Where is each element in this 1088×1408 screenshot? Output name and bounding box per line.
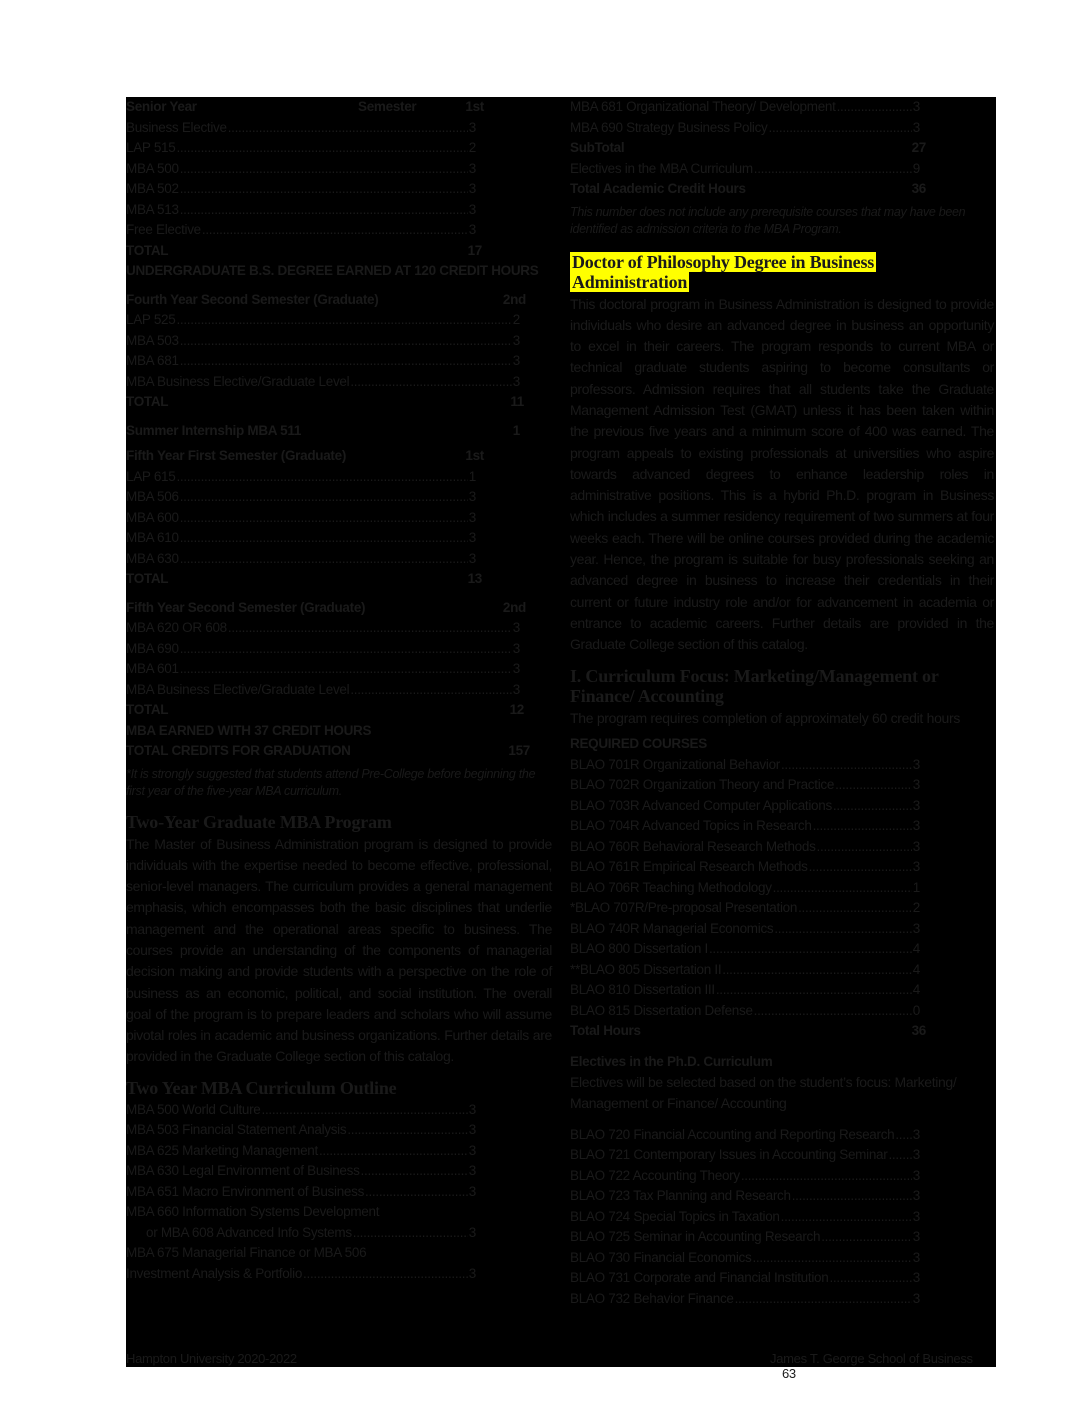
course-credits: 3	[512, 661, 520, 676]
course-row	[570, 1248, 920, 1269]
course-label: MBA 610	[126, 530, 179, 545]
dot-leader	[781, 1207, 912, 1228]
course-row	[126, 1100, 476, 1121]
dot-leader	[773, 878, 912, 899]
course-credits: 2	[912, 900, 920, 916]
course-credits: 3	[912, 777, 920, 793]
fifth-year-first-rows	[126, 467, 552, 570]
course-credits: 3	[468, 489, 476, 504]
dot-leader	[228, 618, 512, 639]
dot-leader	[829, 1268, 911, 1289]
dot-leader	[821, 1227, 912, 1248]
course-row	[126, 331, 520, 352]
course-row	[570, 960, 920, 981]
course-label: BLAO 730 Financial Economics	[570, 1249, 752, 1265]
course-row	[126, 618, 520, 639]
course-label: MBA 681 Organizational Theory/ Development	[570, 99, 836, 114]
course-row	[126, 659, 520, 680]
total-value: 13	[467, 571, 482, 586]
phd-electives-heading: Electives in the Ph.D. Curriculum	[570, 1053, 773, 1069]
fourth-year-rows	[126, 310, 552, 392]
pre-college-note: *It is strongly suggested that students attend Pre-College before beginning the first year of the five-year MBA curriculum.	[126, 766, 536, 798]
course-credits: 3	[468, 1122, 476, 1138]
course-row	[570, 796, 920, 817]
fifth-year-first-label: Fifth Year First Semester (Graduate)	[126, 448, 347, 463]
course-credits: 3	[912, 1188, 920, 1204]
course-label: MBA 500	[126, 160, 179, 176]
dot-leader	[888, 1145, 911, 1166]
course-label: MBA 620 OR 608	[126, 620, 227, 635]
dot-leader	[837, 97, 912, 118]
phd-body: This doctoral program in Business Administration is designed to provide individuals who desire an advanced degree in business an opportunity to excel in their careers. The program responds to current MBA or technical graduate students aspiring to become consultants or professors. Admission requires that all students take the Graduate Management Admission Test (GMAT) unless it has been taken within the previous five years and a minimum score of 400 was earned. The program appeals to existing professionals at universities who aspire towards advanced degrees to enhance leadership roles in administrative positions. This is a hybrid Ph.D. program in Business which includes a summer residency requirement of two summers at four weeks each. There will be online courses provided during the academic year. Hence, the program is suitable for busy professionals seeking an advanced degree in business to increase their credentials in their current or future industry role and/or for advancement in academia or entrance to academic careers. Further details are provided in the Graduate College section of this catalog.	[570, 295, 994, 653]
electives-row	[570, 159, 920, 180]
outline-row-660a	[126, 1202, 552, 1223]
total-academic-label: Total Academic Credit Hours	[570, 181, 746, 196]
course-credits: 3	[468, 201, 476, 217]
undergrad-degree-note: UNDERGRADUATE B.S. DEGREE EARNED AT 120 CREDIT HOURS	[126, 263, 539, 278]
course-row	[570, 1001, 920, 1022]
course-label: MBA 690 Strategy Business Policy	[570, 119, 768, 135]
course-credits: 3	[912, 859, 920, 875]
course-credits: 3	[468, 530, 476, 545]
course-label: MBA Business Elective/Graduate Level	[126, 681, 350, 697]
course-row	[570, 775, 920, 796]
course-row	[126, 179, 476, 200]
dot-leader	[180, 549, 468, 570]
course-label: LAP 515	[126, 140, 176, 155]
phd-title-line-1: Doctor of Philosophy Degree in Business	[572, 251, 875, 272]
course-credits: 3	[468, 1224, 476, 1240]
course-credits: 3	[468, 1183, 476, 1199]
total-label: TOTAL	[126, 571, 169, 586]
dot-leader	[180, 528, 468, 549]
course-row	[570, 1207, 920, 1228]
course-credits: 4	[912, 961, 920, 977]
phd-elective-rows	[570, 1125, 994, 1310]
dot-leader	[180, 351, 512, 372]
curriculum-outline-title: Two Year MBA Curriculum Outline	[126, 1077, 397, 1098]
course-row	[570, 857, 920, 878]
total-academic-value: 36	[911, 181, 926, 196]
course-row	[570, 1125, 920, 1146]
catalog-page	[126, 97, 996, 1381]
outline-rows	[126, 1100, 552, 1203]
dot-leader	[180, 639, 512, 660]
course-label: MBA 651 Macro Environment of Business	[126, 1183, 365, 1199]
summer-internship-row	[126, 421, 520, 442]
course-label: BLAO 760R Behavioral Research Methods	[570, 838, 816, 854]
course-credits: 3	[912, 1229, 920, 1245]
course-row	[570, 1145, 920, 1166]
course-row	[126, 467, 476, 488]
mba-outline-continued-rows	[570, 97, 994, 138]
senior-year-label: Senior Year	[126, 99, 197, 114]
course-label: BLAO 740R Managerial Economics	[570, 920, 774, 936]
course-credits: 4	[912, 982, 920, 998]
dot-leader	[809, 857, 912, 878]
course-row	[570, 837, 920, 858]
course-row	[570, 97, 920, 118]
course-label: MBA 600	[126, 509, 179, 525]
dot-leader	[180, 659, 512, 680]
course-row	[126, 549, 476, 570]
semester-label: Semester	[358, 99, 417, 114]
course-credits: 3	[912, 99, 920, 114]
course-credits: 3	[912, 1126, 920, 1142]
course-label: MBA 660 Information Systems Development	[126, 1204, 380, 1220]
total-label: TOTAL	[126, 242, 169, 258]
dot-leader	[716, 980, 912, 1001]
total-value: 12	[509, 702, 524, 717]
course-row	[126, 351, 520, 372]
electives-label: Electives in the MBA Curriculum	[570, 160, 753, 176]
fifth-year-second-rows	[126, 618, 552, 700]
fifth-year-first-header	[126, 446, 484, 467]
course-label: Free Elective	[126, 222, 201, 237]
course-credits: 3	[468, 1142, 476, 1158]
dot-leader	[180, 179, 468, 200]
course-credits: 3	[912, 838, 920, 854]
phd-title-line-2: Administration	[572, 271, 688, 292]
course-label: BLAO 706R Teaching Methodology	[570, 879, 772, 895]
fifth-year-second-header	[126, 598, 526, 619]
course-credits: 3	[468, 509, 476, 525]
course-label: MBA 503 Financial Statement Analysis	[126, 1122, 347, 1138]
required-course-rows	[570, 755, 994, 1022]
total-value: 11	[510, 394, 524, 409]
outline-row-675b	[126, 1264, 476, 1285]
required-courses-heading: REQUIRED COURSES	[570, 736, 707, 752]
course-credits: 3	[468, 119, 476, 135]
course-label: BLAO 810 Dissertation III	[570, 982, 715, 998]
course-label: MBA 625 Marketing Management	[126, 1142, 318, 1158]
senior-year-header	[126, 97, 484, 118]
course-credits: 3	[912, 1208, 920, 1224]
dot-leader	[176, 467, 467, 488]
course-credits: 3	[468, 160, 476, 176]
dot-leader	[350, 680, 511, 701]
course-label: MBA 630	[126, 550, 179, 566]
fifth-year-second-label: Fifth Year Second Semester (Graduate)	[126, 599, 366, 615]
course-row	[126, 1182, 476, 1203]
dot-leader	[774, 919, 911, 940]
course-row	[126, 220, 476, 241]
dot-leader	[347, 1120, 467, 1141]
course-row	[570, 980, 920, 1001]
course-credits: 3	[912, 1167, 920, 1183]
dot-leader	[180, 159, 468, 180]
dot-leader	[895, 1125, 911, 1146]
course-credits: 3	[912, 1147, 920, 1163]
course-label: BLAO 815 Dissertation Defense	[570, 1002, 753, 1018]
first-semester-label: 1st	[465, 448, 484, 463]
course-row	[570, 1166, 920, 1187]
outline-row-660b	[126, 1223, 476, 1244]
course-row	[126, 487, 476, 508]
course-row	[570, 939, 920, 960]
course-label: LAP 615	[126, 468, 176, 484]
phd-title	[570, 252, 994, 292]
senior-total-row	[126, 241, 482, 262]
dot-leader	[813, 816, 912, 837]
dot-leader	[228, 118, 468, 139]
course-label: BLAO 732 Behavior Finance	[570, 1290, 734, 1306]
course-credits: 3	[512, 681, 520, 697]
course-row	[126, 118, 476, 139]
senior-year-rows	[126, 118, 552, 241]
total-label: TOTAL	[126, 394, 169, 409]
dot-leader	[319, 1141, 468, 1162]
course-row	[570, 1268, 920, 1289]
course-row	[126, 528, 476, 549]
course-credits: 3	[512, 353, 520, 368]
course-label: MBA 675 Managerial Finance or MBA 506	[126, 1245, 367, 1261]
course-credits: 3	[468, 1101, 476, 1117]
summer-internship-value: 1	[512, 422, 520, 438]
dot-leader	[754, 1001, 912, 1022]
course-label: or MBA 608 Advanced Info Systems	[146, 1224, 352, 1240]
dot-leader	[180, 508, 468, 529]
course-row	[570, 1186, 920, 1207]
course-label: BLAO 761R Empirical Research Methods	[570, 859, 808, 875]
right-column	[570, 97, 994, 1309]
course-credits: 4	[912, 941, 920, 957]
course-row	[126, 508, 476, 529]
two-year-mba-title: Two-Year Graduate MBA Program	[126, 811, 392, 832]
dot-leader	[781, 755, 912, 776]
second-semester-label: 2nd	[502, 291, 526, 307]
course-row	[126, 1120, 476, 1141]
outline-row-675a	[126, 1243, 552, 1264]
fifth2-total-row	[126, 700, 524, 721]
footer-school: James T. George School of Business	[770, 1351, 973, 1366]
total-label: TOTAL	[126, 702, 169, 717]
total-hours-row	[570, 1021, 926, 1042]
course-credits: 1	[912, 879, 920, 895]
dot-leader	[176, 310, 511, 331]
course-row	[126, 200, 476, 221]
fourth-year-header	[126, 290, 526, 311]
dot-leader	[741, 1166, 912, 1187]
course-credits: 3	[468, 222, 476, 237]
first-semester-label: 1st	[465, 99, 484, 114]
course-label: MBA 502	[126, 181, 179, 196]
total-hours-value: 36	[911, 1023, 926, 1039]
course-credits: 3	[468, 1265, 476, 1281]
second-semester-label: 2nd	[502, 599, 526, 615]
dot-leader	[752, 1248, 911, 1269]
course-row	[126, 372, 520, 393]
course-row	[570, 816, 920, 837]
course-row	[126, 1141, 476, 1162]
curriculum-focus-intro: The program requires completion of approximately 60 credit hours	[570, 709, 961, 726]
course-row	[570, 1227, 920, 1248]
course-label: MBA 690	[126, 640, 179, 656]
course-label: BLAO 725 Seminar in Accounting Research	[570, 1229, 821, 1245]
dot-leader	[735, 1289, 912, 1310]
course-label: LAP 525	[126, 312, 176, 327]
course-credits: 3	[512, 620, 520, 635]
course-credits: 2	[512, 312, 520, 327]
total-credits-row	[126, 741, 530, 762]
course-credits: 3	[912, 756, 920, 772]
footer-right	[770, 1351, 996, 1381]
electives-value: 9	[912, 160, 920, 176]
course-row	[570, 919, 920, 940]
course-label: BLAO 731 Corporate and Financial Institution	[570, 1270, 829, 1286]
course-label: MBA 601	[126, 661, 179, 676]
course-credits: 3	[512, 373, 520, 389]
course-label: MBA 506	[126, 489, 179, 504]
course-row	[126, 639, 520, 660]
subtotal-label: SubTotal	[570, 140, 625, 155]
course-credits: 2	[468, 140, 476, 155]
dot-leader	[722, 960, 912, 981]
course-label: Investment Analysis & Portfolio	[126, 1265, 303, 1281]
course-label: BLAO 721 Contemporary Issues in Accounting Seminar	[570, 1147, 888, 1163]
curriculum-focus-title: I. Curriculum Focus: Marketing/Management or Finance/ Accounting	[570, 665, 939, 706]
course-label: BLAO 702R Organization Theory and Practice	[570, 777, 835, 793]
dot-leader	[202, 220, 468, 241]
course-label: BLAO 722 Accounting Theory	[570, 1167, 740, 1183]
course-label: MBA 503	[126, 332, 179, 348]
subtotal-value: 27	[911, 140, 926, 155]
dot-leader	[792, 1186, 912, 1207]
course-label: Business Elective	[126, 119, 227, 135]
course-label: BLAO 701R Organizational Behavior	[570, 756, 780, 772]
course-credits: 0	[912, 1002, 920, 1018]
course-credits: 3	[912, 119, 920, 135]
dot-leader	[709, 939, 912, 960]
course-credits: 3	[912, 920, 920, 936]
course-label: BLAO 800 Dissertation I	[570, 941, 708, 957]
course-label: MBA 681	[126, 353, 179, 368]
phd-electives-text: Electives will be selected based on the student’s focus: Marketing/ Management or Finance/ Accounting	[570, 1074, 957, 1112]
course-label: BLAO 724 Special Topics in Taxation	[570, 1208, 780, 1224]
dot-leader	[180, 331, 512, 352]
mba-earned-note: MBA EARNED WITH 37 CREDIT HOURS	[126, 722, 372, 738]
course-row	[126, 680, 520, 701]
dot-leader	[180, 487, 468, 508]
course-row	[570, 1289, 920, 1310]
course-credits: 3	[468, 550, 476, 566]
course-row	[570, 118, 920, 139]
total-credits-label: TOTAL CREDITS FOR GRADUATION	[126, 743, 351, 758]
total-academic-row	[570, 179, 926, 200]
subtotal-row	[570, 138, 926, 159]
dot-leader	[835, 775, 912, 796]
course-credits: 3	[912, 818, 920, 834]
fifth1-total-row	[126, 569, 482, 590]
course-credits: 3	[912, 1290, 920, 1306]
course-label: MBA Business Elective/Graduate Level	[126, 373, 350, 389]
fourth-total-row	[126, 392, 524, 413]
dot-leader	[262, 1100, 468, 1121]
dot-leader	[176, 138, 467, 159]
course-credits: 3	[468, 181, 476, 196]
course-credits: 3	[512, 640, 520, 656]
dot-leader	[365, 1182, 468, 1203]
course-label: BLAO 704R Advanced Topics in Research	[570, 818, 812, 834]
course-credits: 1	[468, 468, 476, 484]
course-label: BLAO 720 Financial Accounting and Reporting Research	[570, 1126, 895, 1142]
total-credits-value: 157	[508, 743, 530, 758]
course-row	[126, 1161, 476, 1182]
course-label: MBA 513	[126, 201, 179, 217]
course-credits: 3	[912, 1270, 920, 1286]
summer-internship-label: Summer Internship MBA 511	[126, 422, 302, 438]
course-row	[126, 310, 520, 331]
course-row	[570, 878, 920, 899]
course-label: *BLAO 707R/Pre-proposal Presentation	[570, 900, 798, 916]
dot-leader	[769, 118, 912, 139]
dot-leader	[361, 1161, 468, 1182]
course-credits: 3	[912, 1249, 920, 1265]
course-label: BLAO 703R Advanced Computer Applications	[570, 797, 832, 813]
total-value: 17	[467, 242, 482, 258]
fourth-year-label: Fourth Year Second Semester (Graduate)	[126, 291, 379, 307]
two-year-mba-body: The Master of Business Administration program is designed to provide individuals with the expertise needed to become effective, professional, senior-level managers. The curriculum provides a general management emphasis, which encompasses both the basic disciplines that underlie management and the operational areas specific to business. The courses provide an understanding of the components of managerial decision making and provide students with a perspective on the role of business as an economic, political, and social institution. The overall goal of the program is to prepare leaders and scholars who will assume pivotal roles in academic and business organizations. Further details are provided in the Graduate College section of this catalog.	[126, 835, 552, 1065]
course-label: **BLAO 805 Dissertation II	[570, 961, 722, 977]
course-row	[126, 138, 476, 159]
course-row	[570, 898, 920, 919]
dot-leader	[180, 200, 468, 221]
course-label: MBA 630 Legal Environment of Business	[126, 1163, 360, 1179]
prerequisite-note: This number does not include any prerequisite courses that may have been identified as admission criteria to the MBA Program.	[570, 204, 966, 236]
course-credits: 3	[468, 1163, 476, 1179]
left-column	[126, 97, 552, 1284]
dot-leader	[350, 372, 511, 393]
course-credits: 3	[912, 797, 920, 813]
course-row	[570, 755, 920, 776]
total-hours-label: Total Hours	[570, 1023, 641, 1039]
page-number: 63	[782, 1366, 796, 1381]
footer-left: Hampton University 2020-2022	[126, 1351, 297, 1366]
course-credits: 3	[512, 332, 520, 348]
dot-leader	[817, 837, 912, 858]
course-label: MBA 500 World Culture	[126, 1101, 261, 1117]
course-label: BLAO 723 Tax Planning and Research	[570, 1188, 791, 1204]
dot-leader	[798, 898, 912, 919]
dot-leader	[833, 796, 912, 817]
course-row	[126, 159, 476, 180]
